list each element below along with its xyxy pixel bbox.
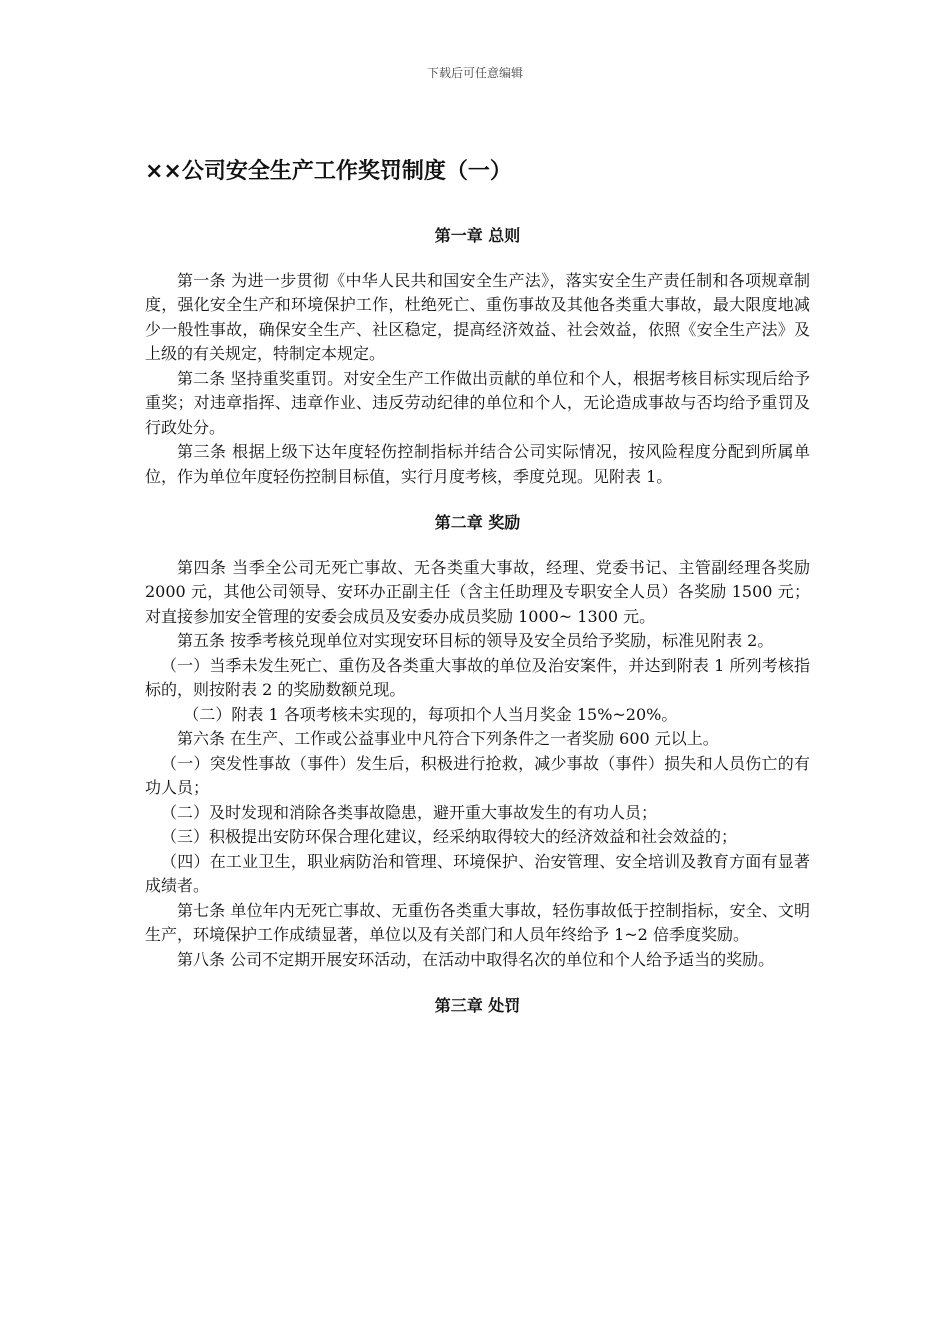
article-6-item-4: （四）在工业卫生，职业病防治和管理、环境保护、治安管理、安全培训及教育方面有显著成绩者。: [145, 851, 810, 895]
article-6-item-3: （三）积极提出安防环保合理化建议，经采纳取得较大的经济效益和社会效益的；: [161, 827, 738, 846]
article-6-item-2: （二）及时发现和消除各类事故隐患，避开重大事故发生的有功人员；: [161, 802, 658, 822]
article-6: 第六条 在生产、工作或公益事业中凡符合下列条件之一者奖励 600 元以上。: [177, 729, 719, 748]
chapter-2-heading: 第二章 奖励: [434, 513, 521, 532]
chapter-3-heading: 第三章 处罚: [434, 996, 521, 1015]
chapter-1-heading: 第一章 总则: [434, 226, 521, 245]
document-title: ××公司安全生产工作奖罚制度（一）: [145, 159, 512, 184]
page-header-note: 下载后可任意编辑: [426, 66, 523, 80]
article-4: 第四条 当季全公司无死亡事故、无各类重大事故，经理、党委书记、主管副经理各奖励 2000 元，其他公司领导、安环办正副主任（含主任助理及专职安全人员）各奖励 1500 元；对直接参加安全管理的安委会成员及安委办成员奖励 1000~ 1300 元。: [145, 557, 810, 626]
article-5-item-1: （一）当季未发生死亡、重伤及各类重大事故的单位及治安案件，并达到附表 1 所列考核指标的，则按附表 2 的奖励数额兑现。: [145, 655, 810, 699]
article-2: 第二条 坚持重奖重罚。对安全生产工作做出贡献的单位和个人，根据考核目标实现后给予重奖；对违章指挥、违章作业、违反劳动纪律的单位和个人，无论造成事故与否均给予重罚及行政处分。: [145, 368, 810, 437]
article-1: 第一条 为进一步贯彻《中华人民共和国安全生产法》，落实安全生产责任制和各项规章制度，强化安全生产和环境保护工作，杜绝死亡、重伤事故及其他各类重大事故，最大限度地减少一般性事故，确保安全生产、社区稳定，提高经济效益、社会效益，依照《安全生产法》及上级的有关规定，特制定本规定。: [145, 270, 810, 363]
article-6-item-1: （一）突发性事故（事件）发生后，积极进行抢救，减少事故（事件）损失和人员伤亡的有功人员；: [145, 753, 810, 797]
article-5: 第五条 按季考核兑现单位对实现安环目标的领导及安全员给予奖励，标准见附表 2。: [177, 631, 774, 650]
document-body: [145, 150, 810, 1019]
article-3: 第三条 根据上级下达年度轻伤控制指标并结合公司实际情况，按风险程度分配到所属单位，作为单位年度轻伤控制目标值，实行月度考核，季度兑现。见附表 1。: [145, 442, 810, 486]
article-8: 第八条 公司不定期开展安环活动，在活动中取得名次的单位和个人给予适当的奖励。: [177, 949, 775, 969]
article-7: 第七条 单位年内无死亡事故、无重伤各类重大事故，轻伤事故低于控制指标，安全、文明生产，环境保护工作成绩显著，单位以及有关部门和人员年终给予 1~2 倍季度奖励。: [145, 900, 810, 944]
article-5-item-2: （二）附表 1 各项考核未实现的，每项扣个人当月奖金 15%~20%。: [183, 704, 678, 724]
